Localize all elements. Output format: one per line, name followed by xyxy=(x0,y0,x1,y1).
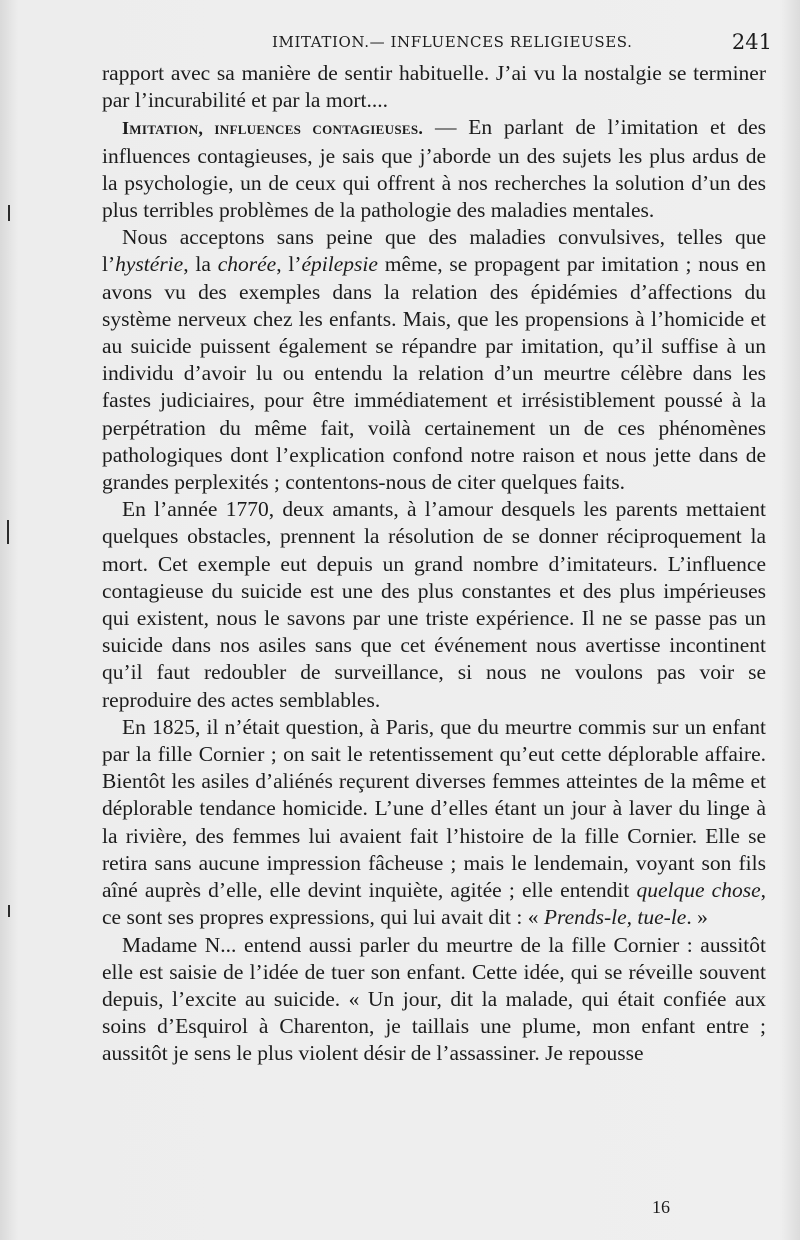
page-number: 241 xyxy=(731,30,772,54)
text-run: Nous acceptons sans peine que des maladies convulsives, telles que l’ xyxy=(102,225,766,277)
paragraph xyxy=(102,932,766,1068)
italic-text: épilepsie xyxy=(301,252,378,277)
running-header xyxy=(100,30,772,54)
text-run: même, se propagent par imitation ; nous en avons vu des exemples dans la relation des épidémies d’affections du système nerveux chez les enfants. Mais, que les propensions à l’homicide et au suicide puissent également se répandre par imitation, qu’il suffise à un individu d’avoir lu ou entendu la relation d’un meurtre célèbre dans les fastes judiciaires, pour être immédiatement et irrésistiblement poussé à la perpétration du même fait, voilà certainement un de ces phénomènes pathologiques dont l’explication confond notre raison et nous jette dans de grandes perplexités ; contentons-nous de citer quelques faits. xyxy=(102,252,766,495)
margin-mark xyxy=(8,905,10,917)
body-text xyxy=(102,60,766,1068)
italic-text: hystérie xyxy=(115,252,184,277)
running-head: IMITATION.— INFLUENCES RELIGIEUSES. xyxy=(272,33,633,51)
text-run: . » xyxy=(686,905,708,930)
paragraph xyxy=(102,224,766,496)
paragraph xyxy=(102,114,766,224)
text-run: En l’année 1770, deux amants, à l’amour desquels les parents mettaient quelques obstacles, prennent la résolution de se donner réciproquement la mort. Cet exemple eut depuis un grand nombre d’imitateurs. L’influence contagieuse du suicide est une des plus constantes et des plus impérieuses qui existent, nous le savons par une triste expérience. Il ne se passe pas un suicide dans nos asiles sans que cet événement nous avertisse incontinent qu’il faut redoubler de surveillance, si nous ne voulons pas voir se reproduire des actes semblables. xyxy=(102,497,766,712)
text-run: , l’ xyxy=(276,252,302,277)
paragraph xyxy=(102,496,766,714)
paragraph xyxy=(102,714,766,932)
paragraph xyxy=(102,60,766,114)
italic-text: chorée xyxy=(217,252,277,277)
text-run: , ce sont ses propres expressions, qui lui avait dit : « xyxy=(102,878,766,930)
margin-mark xyxy=(7,520,9,544)
text-run: — En parlant de l’imitation et des influences contagieuses, je sais que j’aborde un des sujets les plus ardus de la psychologie, un de ceux qui offrent à nos recherches la solution d’un des plus terribles problèmes de la pathologie des maladies mentales. xyxy=(102,115,766,223)
italic-text: Prends-le, tue-le xyxy=(543,905,687,930)
margin-mark xyxy=(8,205,10,221)
signature-mark: 16 xyxy=(652,1197,670,1217)
text-run: rapport avec sa manière de sentir habituelle. J’ai vu la nostalgie se terminer par l’incurabilité et par la mort.... xyxy=(102,61,766,113)
italic-text: quelque chose xyxy=(636,878,761,903)
text-run: Madame N... entend aussi parler du meurtre de la fille Cornier : aussitôt elle est saisie de l’idée de tuer son enfant. Cette idée, qui se réveille souvent depuis, l’excite au suicide. « Un jour, dit la malade, qui était confiée aux soins d’Esquirol à Charenton, je taillais une plume, mon enfant entre ; aussitôt je sens le plus violent désir de l’assassiner. Je repousse xyxy=(102,932,766,1066)
section-heading: Imitation, influences contagieuses. xyxy=(122,118,424,139)
text-run: En 1825, il n’était question, à Paris, que du meurtre commis sur un enfant par la fille Cornier ; on sait le retentissement qu’eut cette déplorable affaire. Bientôt les asiles d’aliénés reçurent diverses femmes atteintes de la même et déplorable tendance homicide. L’une d’elles étant un jour à laver du linge à la rivière, des femmes lui avaient fait l’histoire de la fille Cornier. Elle se retira sans aucune impression fâcheuse ; mais le lendemain, voyant son fils aîné auprès d’elle, elle devint inquiète, agitée ; elle entendit xyxy=(102,714,766,903)
text-run: , la xyxy=(183,252,218,277)
